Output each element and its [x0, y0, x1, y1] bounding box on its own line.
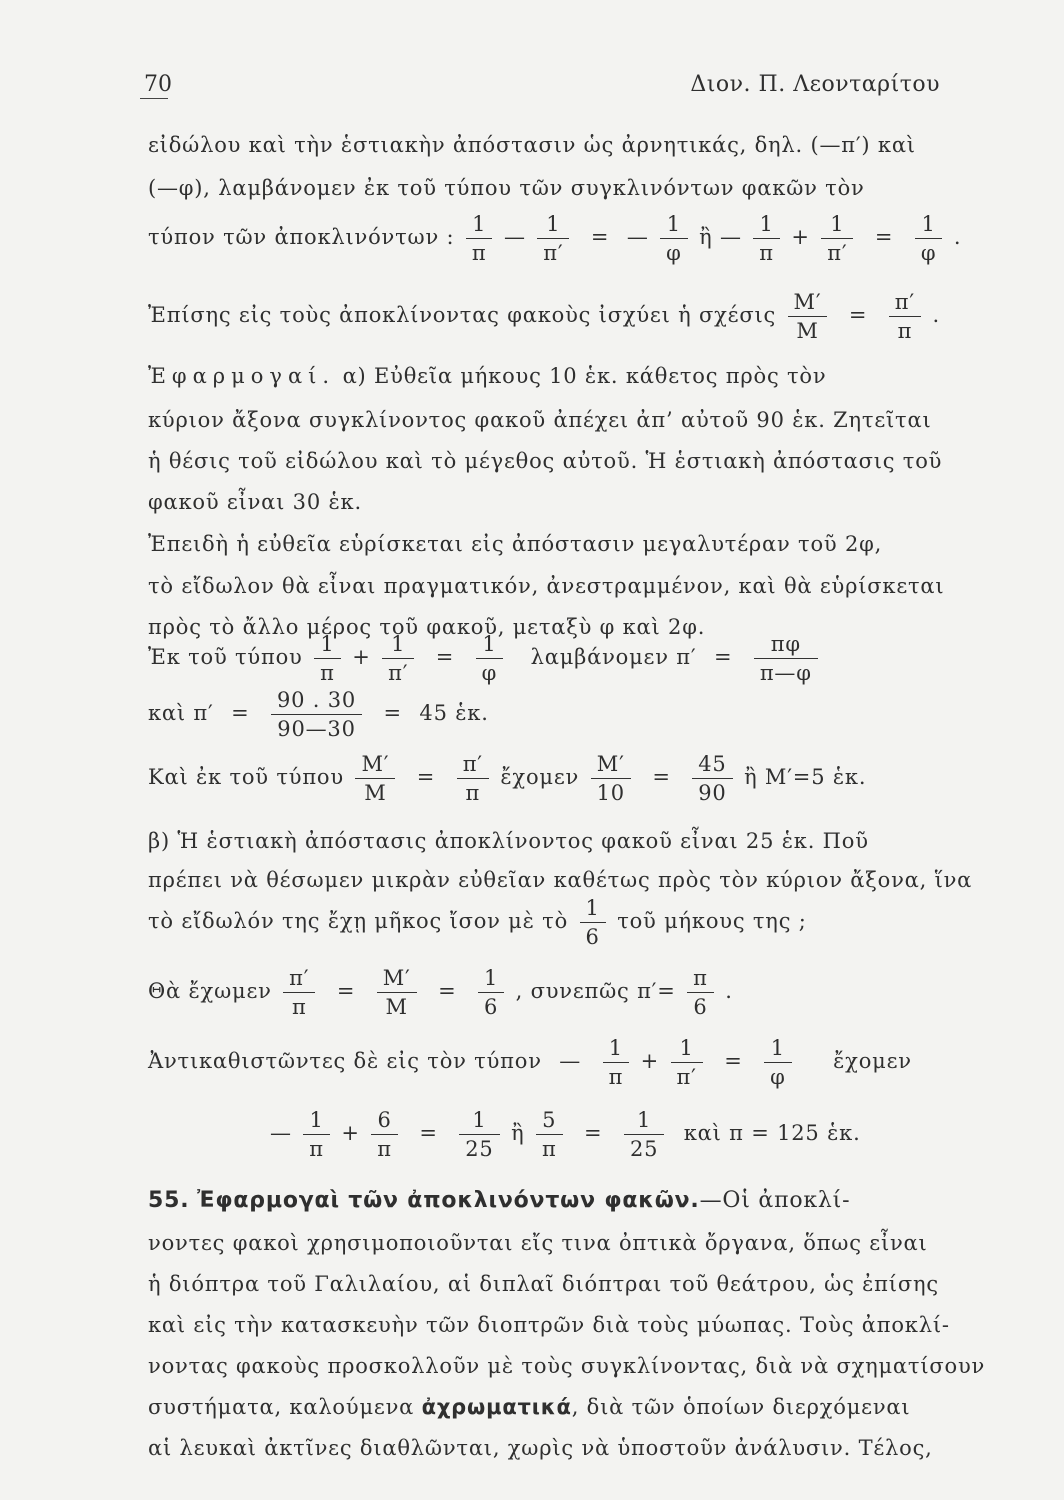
- formula-line: Ἐκ τοῦ τύπου $\frac{1}{\pi}$ + $\frac{1}{\pi'}$ = $\frac{1}{\varphi}$ λαμβάνομεν π′ = $\frac{\pi\varphi}{\pi—\varphi}$: [148, 632, 822, 685]
- formula-lead: Ἐκ τοῦ τύπου: [148, 645, 303, 670]
- header-rule: [140, 98, 168, 99]
- fraction: $\frac{1}{25}$: [459, 1108, 499, 1161]
- text-line: πρὸς τὸ ἄλλο μέρος τοῦ φακοῦ, μεταξὺ φ καὶ 2φ.: [148, 615, 706, 639]
- running-head-author: Διον. Π. Λεονταρίτου: [690, 72, 940, 97]
- fraction: $\frac{\pi\varphi}{\pi—\varphi}$: [754, 632, 818, 685]
- fraction: $\frac{1}{\pi'}$: [382, 632, 414, 685]
- fraction: $\frac{5}{\pi}$: [536, 1108, 563, 1161]
- fraction: $\frac{1}{\pi'}$: [671, 1036, 703, 1089]
- page-header: [140, 66, 940, 100]
- fraction: $\frac{1}{\pi}$: [753, 212, 780, 265]
- formula-line: Θὰ ἔχωμεν $\frac{\pi'}{\pi}$ = $\frac{M'}{M}$ = $\frac{1}{6}$ , συνεπῶς π′= $\frac{\pi}{6}$ .: [148, 966, 733, 1020]
- text-line: (—φ), λαμβάνομεν ἐκ τοῦ τύπου τῶν συγκλινόντων φακῶν τὸν: [148, 176, 865, 200]
- formula-line: τὸ εἴδωλόν της ἔχῃ μῆκος ἴσον μὲ τὸ $\frac{1}{6}$ τοῦ μήκους της ;: [148, 896, 807, 950]
- formula-lead: καὶ π′: [148, 701, 214, 726]
- text-line: κύριον ἄξονα συγκλίνοντος φακοῦ ἀπέχει ἀπ’ αὐτοῦ 90 ἑκ. Ζητεῖται: [148, 408, 932, 432]
- text-line: αἱ λευκαὶ ἀκτῖνες διαθλῶνται, χωρὶς νὰ ὑποστοῦν ἀνάλυσιν. Τέλος,: [148, 1436, 933, 1460]
- fraction: $\frac{1}{\pi}$: [303, 1108, 330, 1161]
- formula-lead: Θὰ ἔχωμεν: [148, 979, 272, 1004]
- fraction: $\frac{M'}{M}$: [377, 966, 417, 1019]
- fraction: $\frac{\pi'}{\pi}$: [457, 752, 489, 805]
- text-line: νοντας φακοὺς προσκολλοῦν μὲ τοὺς συγκλίνοντας, διὰ νὰ σχηματίσουν: [148, 1354, 986, 1378]
- fraction: $\frac{1}{\pi}$: [466, 212, 493, 265]
- text-line: β) Ἡ ἑστιακὴ ἀπόστασις ἀποκλίνοντος φακοῦ εἶναι 25 ἑκ. Ποῦ: [148, 829, 869, 853]
- formula-lead: Ἐπίσης εἰς τοὺς ἀποκλίνοντας φακοὺς ἰσχύει ἡ σχέσις: [148, 303, 777, 328]
- text-line: εἰδώλου καὶ τὴν ἑστιακὴν ἀπόστασιν ὡς ἀρνητικάς, δηλ. (—π′) καὶ: [148, 133, 916, 157]
- text-line: ἡ διόπτρα τοῦ Γαλιλαίου, αἱ διπλαῖ διόπτραι τοῦ θεάτρου, ὡς ἐπίσης: [148, 1272, 939, 1296]
- fraction: $\frac{\pi'}{\pi}$: [283, 966, 315, 1019]
- fraction: $\frac{1}{6}$: [580, 896, 606, 949]
- text-line: Ἐφαρμογαί. α) Εὐθεῖα μήκους 10 ἑκ. κάθετος πρὸς τὸν: [148, 364, 827, 388]
- fraction: $\frac{M'}{M}$: [788, 290, 828, 343]
- fraction: $\frac{\pi}{6}$: [687, 966, 714, 1019]
- fraction: $\frac{90 . 30}{90—30}$: [271, 688, 362, 741]
- fraction: $\frac{1}{\pi'}$: [537, 212, 569, 265]
- emphasized-term: ἀχρωματικά: [421, 1395, 572, 1419]
- fraction: $\frac{\pi'}{\pi}$: [889, 290, 921, 343]
- text-line: καὶ εἰς τὴν κατασκευὴν τῶν διοπτρῶν διὰ τοὺς μύωπας. Τοὺς ἀποκλί-: [148, 1313, 950, 1337]
- fraction: $\frac{M'}{10}$: [591, 752, 631, 805]
- text-line: συστήματα, καλούμενα ἀχρωματικά, διὰ τῶν ὁποίων διερχόμεναι: [148, 1395, 911, 1419]
- page-number: 70: [144, 72, 172, 97]
- formula-line: Ἐπίσης εἰς τοὺς ἀποκλίνοντας φακοὺς ἰσχύει ἡ σχέσις $\frac{M'}{M}$ = $\frac{\pi'}{\pi}$ .: [148, 290, 940, 344]
- formula-line: — $\frac{1}{\pi}$ + $\frac{6}{\pi}$ = $\frac{1}{25}$ ἢ $\frac{5}{\pi}$ = $\frac{1}{25}$ καὶ π = 125 ἑκ.: [270, 1108, 861, 1162]
- fraction: $\frac{M'}{M}$: [355, 752, 395, 805]
- section-number: 55.: [148, 1188, 190, 1213]
- formula-line: τύπον τῶν ἀποκλινόντων : $\frac{1}{\pi}$ — $\frac{1}{\pi'}$ = — $\frac{1}{\varphi}$ ἢ — $\frac{1}{\pi}$ + $\frac{1}{\pi'}$ = $\frac{1}{\varphi}$ .: [148, 212, 962, 266]
- fraction: $\frac{1}{6}$: [478, 966, 504, 1019]
- fraction: $\frac{45}{90}$: [692, 752, 732, 805]
- fraction: $\frac{6}{\pi}$: [371, 1108, 398, 1161]
- fraction: $\frac{1}{\varphi}$: [660, 212, 688, 265]
- text-line: πρέπει νὰ θέσωμεν μικρὰν εὐθεῖαν καθέτως πρὸς τὸν κύριον ἄξονα, ἵνα: [148, 868, 973, 892]
- section-heading: 55. Ἐφαρμογαὶ τῶν ἀποκλινόντων φακῶν.—Οἱ ἀποκλί-: [148, 1188, 851, 1213]
- fraction: $\frac{1}{25}$: [624, 1108, 664, 1161]
- fraction: $\frac{1}{\pi'}$: [821, 212, 853, 265]
- fraction: $\frac{1}{\pi}$: [603, 1036, 630, 1089]
- formula-lead: Ἀντικαθιστῶντες δὲ εἰς τὸν τύπον: [148, 1049, 542, 1074]
- fraction: $\frac{1}{\varphi}$: [476, 632, 504, 685]
- formula-lead: τύπον τῶν ἀποκλινόντων :: [148, 225, 455, 250]
- fraction: $\frac{1}{\varphi}$: [764, 1036, 792, 1089]
- formula-line: Καὶ ἐκ τοῦ τύπου $\frac{M'}{M}$ = $\frac{\pi'}{\pi}$ ἔχομεν $\frac{M'}{10}$ = $\frac{45}{90}$ ἢ Μ′=5 ἑκ.: [148, 752, 867, 806]
- text-line: τὸ εἴδωλον θὰ εἶναι πραγματικόν, ἀνεστραμμένον, καὶ θὰ εὑρίσκεται: [148, 574, 945, 598]
- formula-lead: Καὶ ἐκ τοῦ τύπου: [148, 765, 344, 790]
- text-line: νοντες φακοὶ χρησιμοποιοῦνται εἴς τινα ὀπτικὰ ὄργανα, ὅπως εἶναι: [148, 1231, 928, 1255]
- fraction: $\frac{1}{\pi}$: [314, 632, 341, 685]
- fraction: $\frac{1}{\varphi}$: [915, 212, 943, 265]
- formula-line: καὶ π′ = $\frac{90 . 30}{90—30}$ = 45 ἑκ.: [148, 688, 489, 742]
- applications-heading: Ἐφαρμογαί.: [148, 364, 336, 388]
- formula-line: Ἀντικαθιστῶντες δὲ εἰς τὸν τύπον — $\frac{1}{\pi}$ + $\frac{1}{\pi'}$ = $\frac{1}{\varphi}$ ἔχομεν: [148, 1036, 912, 1090]
- formula-lead: τὸ εἴδωλόν της ἔχῃ μῆκος ἴσον μὲ τὸ: [148, 909, 569, 934]
- text-line: φακοῦ εἶναι 30 ἑκ.: [148, 490, 362, 514]
- text-line: Ἐπειδὴ ἡ εὐθεῖα εὑρίσκεται εἰς ἀπόστασιν μεγαλυτέραν τοῦ 2φ,: [148, 532, 883, 556]
- section-title: Ἐφαρμογαὶ τῶν ἀποκλινόντων φακῶν.: [197, 1188, 700, 1213]
- text-line: ἡ θέσις τοῦ εἰδώλου καὶ τὸ μέγεθος αὐτοῦ. Ἡ ἑστιακὴ ἀπόστασις τοῦ: [148, 449, 943, 473]
